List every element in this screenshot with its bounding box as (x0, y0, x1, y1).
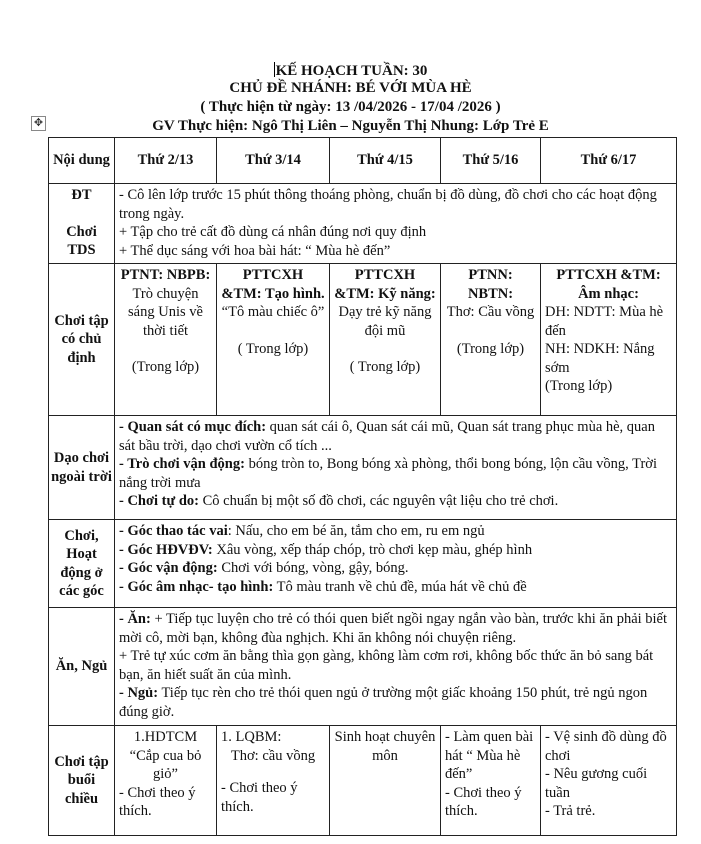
date-range: ( Thực hiện từ ngày: 13 /04/2026 - 17/04 /2026 ) (200, 99, 501, 115)
planned-thu (441, 264, 541, 416)
afternoon-tue (217, 726, 330, 836)
afternoon-wed (330, 726, 441, 836)
planned-wed (330, 264, 441, 416)
row-label-planned-play: Chơi tập có chủ định (49, 264, 115, 416)
teacher-line: GV Thực hiện: Ngô Thị Liên – Nguyễn Thị Nhung: Lớp Trẻ E (152, 118, 549, 134)
afternoon-fri (541, 726, 677, 836)
corner-item: - Góc HĐVĐV: Xâu vòng, xếp tháp chóp, trò chơi kẹp màu, ghép hình (119, 541, 533, 558)
row-outdoor (49, 416, 677, 520)
afternoon-line: - Chơi theo ý thích. (119, 784, 196, 819)
afternoon-mon (115, 726, 217, 836)
row-eat-sleep (49, 608, 677, 726)
col-header-thu: Thứ 5/16 (441, 138, 541, 184)
corner-item: - Góc âm nhạc- tạo hình: Tô màu tranh về chủ đề, múa hát về chủ đề (119, 578, 527, 595)
text-cursor (274, 62, 275, 77)
planned-activity: NH: NDKH: Nắng sớm (545, 341, 655, 376)
label-dt: ĐT (71, 187, 92, 203)
planned-activity: Thơ: Cầu vồng (446, 304, 535, 320)
reception-line: + Tập cho trẻ cất đồ dùng cá nhân đúng nơi quy định (119, 224, 427, 240)
afternoon-line: 1.HDTCM (133, 729, 198, 745)
afternoon-line: Sinh hoạt chuyên môn (334, 729, 436, 764)
plan-title (0, 62, 701, 80)
row-planned-play (49, 264, 677, 416)
afternoon-line: - Làm quen bài hát “ Mùa hè đến” (445, 729, 534, 782)
plan-title-text: KẾ HOẠCH TUẦN: 30 (275, 63, 428, 79)
planned-area: PTNN: NBTN: (467, 267, 514, 302)
afternoon-line: - Nêu gương cuối tuần (545, 766, 648, 801)
planned-area: PTTCXH &TM: Kỹ năng: (334, 267, 436, 302)
eat-sleep-item: - Ăn: + Tiếp tục luyện cho trẻ có thói quen biết ngồi ngay ngắn vào bàn, trước khi ăn phải biết mời cô, mời bạn, không đùa nghịch. Khi ăn không nói chuyện riêng. (119, 611, 668, 646)
planned-fri (541, 264, 677, 416)
reception-line: - Cô lên lớp trước 15 phút thông thoáng phòng, chuẩn bị đồ dùng, đồ chơi cho các hoạt động trong ngày. (119, 187, 657, 222)
planned-area: PTTCXH &TM: Tạo hình. (221, 267, 325, 302)
theme-subtitle: CHỦ ĐỀ NHÁNH: BÉ VỚI MÙA HÈ (229, 80, 472, 96)
row-reception (49, 184, 677, 264)
col-header-mon: Thứ 2/13 (115, 138, 217, 184)
eat-sleep-item: - Ngủ: Tiếp tục rèn cho trẻ thói quen ngủ ở trường một giấc khoảng 150 phút, trẻ ngủ ngon đúng giờ. (119, 685, 648, 720)
row-label-corners: Chơi, Hoạt động ở các góc (49, 520, 115, 608)
outdoor-item: - Trò chơi vận động: bóng tròn to, Bong bóng xà phòng, thổi bong bóng, lộn cầu vồng, Trời nắng trời mưa (119, 456, 657, 491)
row-label-reception (49, 184, 115, 264)
outdoor-item: - Chơi tự do: Cô chuẩn bị một số đồ chơi, các nguyên vật liệu cho trẻ chơi. (119, 493, 559, 509)
afternoon-line: 1. LQBM: (221, 729, 282, 745)
afternoon-thu (441, 726, 541, 836)
planned-place: ( Trong lớp) (349, 359, 421, 375)
planned-mon (115, 264, 217, 416)
planned-place: (Trong lớp) (545, 378, 613, 394)
eat-sleep-item: + Trẻ tự xúc cơm ăn bằng thìa gọn gàng, không làm cơm rơi, không bốc thức ăn bỏ sang bát bạn, ăn hiết suất ăn của mình. (119, 648, 654, 683)
planned-tue (217, 264, 330, 416)
row-label-outdoor: Dạo chơi ngoài trời (49, 416, 115, 520)
reception-content (115, 184, 677, 264)
afternoon-line: - Chơi theo ý thích. (445, 784, 522, 819)
corners-content (115, 520, 677, 608)
afternoon-line: - Chơi theo ý thích. (221, 780, 298, 815)
afternoon-line: - Vệ sinh đồ dùng đồ chơi (545, 729, 667, 764)
planned-activity: Trò chuyện sáng Unis về thời tiết (128, 285, 203, 339)
weekly-plan-table (48, 137, 677, 836)
planned-place: ( Trong lớp) (237, 340, 309, 357)
header-row (49, 138, 677, 184)
eat-sleep-content (115, 608, 677, 726)
col-header-wed: Thứ 4/15 (330, 138, 441, 184)
planned-place: (Trong lớp) (131, 359, 200, 375)
row-afternoon (49, 726, 677, 836)
row-label-eat-sleep: Ăn, Ngủ (49, 608, 115, 726)
row-label-afternoon: Chơi tập buổi chiều (49, 726, 115, 836)
planned-activity: “Tô màu chiếc ô” (221, 304, 325, 320)
col-header-fri: Thứ 6/17 (541, 138, 677, 184)
outdoor-item: - Quan sát có mục đích: quan sát cái ô, Quan sát cái mũ, Quan sát trang phục mùa hè, quan sát bầu trời, dạo chơi vườn cổ tích ... (119, 419, 655, 454)
reception-line: + Thể dục sáng với hoa bài hát: “ Mùa hè đến” (119, 242, 391, 259)
col-header-tue: Thứ 3/14 (217, 138, 330, 184)
planned-area: PTTCXH &TM: Âm nhạc: (556, 267, 661, 302)
col-header-content: Nội dung (49, 138, 115, 184)
row-corners (49, 520, 677, 608)
outdoor-content (115, 416, 677, 520)
table-move-handle-icon[interactable]: ✥ (31, 116, 46, 131)
afternoon-line: - Trả trẻ. (545, 803, 596, 819)
corner-item: - Góc vận động: Chơi với bóng, vòng, gậy, bóng. (119, 560, 409, 576)
corner-item: - Góc thao tác vai: Nấu, cho em bé ăn, tắm cho em, ru em ngủ (119, 523, 485, 539)
planned-activity: DH: NDTT: Mùa hè đến (545, 304, 664, 339)
planned-activity: Dạy trẻ kỹ năng đội mũ (338, 304, 432, 339)
afternoon-line: “Cắp cua bỏ giỏ” (129, 747, 202, 782)
afternoon-line: Thơ: cầu vồng (230, 747, 316, 764)
label-choi-tds: Chơi TDS (66, 223, 97, 258)
planned-place: (Trong lớp) (456, 340, 525, 357)
planned-area: PTNT: NBPB: (120, 267, 211, 283)
